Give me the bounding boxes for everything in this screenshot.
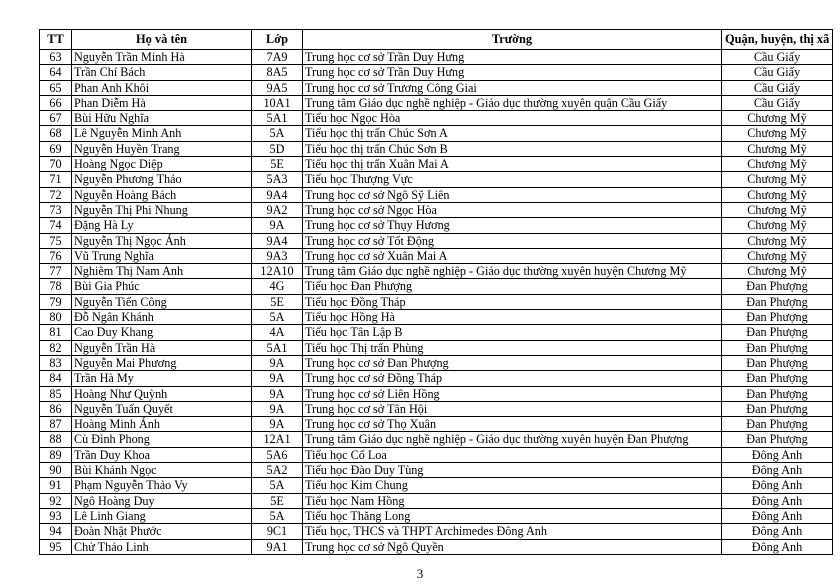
cell-district: Chương Mỹ [722, 172, 833, 187]
cell-class: 9A1 [252, 539, 303, 554]
cell-class: 9C1 [252, 524, 303, 539]
header-class: Lớp [252, 30, 303, 50]
cell-school: Tiểu học Cổ Loa [303, 447, 722, 462]
cell-class: 10A1 [252, 95, 303, 110]
cell-school: Trung tâm Giáo dục nghề nghiệp - Giáo dục thường xuyên huyện Đan Phượng [303, 432, 722, 447]
table-row [40, 539, 833, 554]
table-row [40, 172, 833, 187]
header-school: Trường [303, 30, 722, 50]
cell-tt: 85 [40, 386, 72, 401]
cell-school: Tiểu học Nam Hồng [303, 493, 722, 508]
cell-class: 9A [252, 417, 303, 432]
cell-name: Nguyễn Trần Minh Hà [72, 50, 252, 65]
cell-district: Đan Phượng [722, 371, 833, 386]
cell-name: Bùi Hữu Nghĩa [72, 111, 252, 126]
table-row [40, 447, 833, 462]
table-row [40, 187, 833, 202]
table-row [40, 386, 833, 401]
cell-tt: 83 [40, 355, 72, 370]
cell-school: Trung học cơ sở Liên Hồng [303, 386, 722, 401]
cell-school: Trung học cơ sở Trương Công Giai [303, 80, 722, 95]
cell-name: Chử Thảo Linh [72, 539, 252, 554]
cell-class: 12A10 [252, 264, 303, 279]
cell-tt: 90 [40, 463, 72, 478]
cell-tt: 89 [40, 447, 72, 462]
table-row [40, 65, 833, 80]
cell-district: Đông Anh [722, 478, 833, 493]
cell-name: Hoàng Như Quỳnh [72, 386, 252, 401]
cell-school: Trung học cơ sở Xuân Mai A [303, 248, 722, 263]
cell-name: Nguyễn Thị Ngọc Ánh [72, 233, 252, 248]
cell-district: Đông Anh [722, 508, 833, 523]
cell-tt: 73 [40, 202, 72, 217]
cell-tt: 68 [40, 126, 72, 141]
cell-district: Cầu Giấy [722, 65, 833, 80]
cell-district: Đông Anh [722, 524, 833, 539]
cell-school: Tiểu học Đồng Tháp [303, 294, 722, 309]
cell-name: Bùi Gia Phúc [72, 279, 252, 294]
table-row [40, 218, 833, 233]
cell-class: 9A4 [252, 233, 303, 248]
cell-district: Chương Mỹ [722, 202, 833, 217]
table-row [40, 202, 833, 217]
cell-tt: 64 [40, 65, 72, 80]
cell-name: Lê Linh Giang [72, 508, 252, 523]
table-row [40, 233, 833, 248]
cell-class: 5A2 [252, 463, 303, 478]
cell-class: 5E [252, 157, 303, 172]
cell-school: Tiểu học Tân Lập B [303, 325, 722, 340]
cell-tt: 63 [40, 50, 72, 65]
cell-school: Trung học cơ sở Tốt Động [303, 233, 722, 248]
cell-district: Đan Phượng [722, 294, 833, 309]
table-row [40, 126, 833, 141]
cell-district: Đông Anh [722, 447, 833, 462]
cell-school: Tiểu học Hồng Hà [303, 310, 722, 325]
cell-district: Đan Phượng [722, 432, 833, 447]
header-row [40, 30, 833, 50]
cell-district: Đan Phượng [722, 401, 833, 416]
cell-name: Nguyễn Tiến Công [72, 294, 252, 309]
cell-name: Hoàng Ngọc Diệp [72, 157, 252, 172]
cell-class: 7A9 [252, 50, 303, 65]
cell-class: 9A [252, 218, 303, 233]
cell-name: Ngô Hoàng Duy [72, 493, 252, 508]
cell-tt: 74 [40, 218, 72, 233]
cell-class: 5A1 [252, 111, 303, 126]
cell-school: Trung tâm Giáo dục nghề nghiệp - Giáo dục thường xuyên quận Cầu Giấy [303, 95, 722, 110]
cell-district: Đông Anh [722, 539, 833, 554]
page-number: 3 [416, 566, 424, 581]
table-row [40, 478, 833, 493]
cell-name: Nghiêm Thị Nam Anh [72, 264, 252, 279]
cell-class: 9A2 [252, 202, 303, 217]
table-row [40, 508, 833, 523]
cell-tt: 95 [40, 539, 72, 554]
cell-name: Đoàn Nhật Phước [72, 524, 252, 539]
cell-class: 4A [252, 325, 303, 340]
cell-district: Cầu Giấy [722, 80, 833, 95]
cell-class: 8A5 [252, 65, 303, 80]
cell-tt: 69 [40, 141, 72, 156]
cell-name: Đỗ Ngân Khánh [72, 310, 252, 325]
cell-name: Cao Duy Khang [72, 325, 252, 340]
header-tt: TT [40, 30, 72, 50]
cell-tt: 71 [40, 172, 72, 187]
cell-district: Chương Mỹ [722, 233, 833, 248]
cell-tt: 92 [40, 493, 72, 508]
cell-school: Trung học cơ sở Ngọc Hòa [303, 202, 722, 217]
table-row [40, 524, 833, 539]
cell-district: Chương Mỹ [722, 141, 833, 156]
cell-class: 9A [252, 401, 303, 416]
cell-school: Trung tâm Giáo dục nghề nghiệp - Giáo dục thường xuyên huyện Chương Mỹ [303, 264, 722, 279]
cell-tt: 81 [40, 325, 72, 340]
cell-district: Chương Mỹ [722, 264, 833, 279]
cell-district: Đan Phượng [722, 355, 833, 370]
cell-class: 9A5 [252, 80, 303, 95]
cell-district: Chương Mỹ [722, 248, 833, 263]
table-row [40, 371, 833, 386]
cell-tt: 87 [40, 417, 72, 432]
cell-school: Tiểu học Thượng Vực [303, 172, 722, 187]
cell-school: Trung học cơ sở Đan Phượng [303, 355, 722, 370]
cell-school: Tiểu học thị trấn Chúc Sơn A [303, 126, 722, 141]
cell-class: 5D [252, 141, 303, 156]
table-row [40, 355, 833, 370]
cell-tt: 84 [40, 371, 72, 386]
cell-class: 5E [252, 294, 303, 309]
cell-school: Tiểu học Đan Phượng [303, 279, 722, 294]
cell-name: Nguyễn Trần Hà [72, 340, 252, 355]
cell-class: 5A3 [252, 172, 303, 187]
cell-tt: 93 [40, 508, 72, 523]
table-row [40, 50, 833, 65]
cell-district: Chương Mỹ [722, 111, 833, 126]
cell-tt: 86 [40, 401, 72, 416]
cell-school: Trung học cơ sở Trần Duy Hưng [303, 50, 722, 65]
cell-class: 12A1 [252, 432, 303, 447]
cell-district: Đan Phượng [722, 417, 833, 432]
cell-class: 5E [252, 493, 303, 508]
cell-name: Trần Hà My [72, 371, 252, 386]
cell-school: Tiểu học Thị trấn Phùng [303, 340, 722, 355]
cell-school: Trung học cơ sở Đồng Tháp [303, 371, 722, 386]
table-body [40, 50, 833, 555]
table-row [40, 248, 833, 263]
cell-tt: 77 [40, 264, 72, 279]
cell-tt: 66 [40, 95, 72, 110]
cell-district: Đan Phượng [722, 325, 833, 340]
cell-school: Trung học cơ sở Ngô Quyền [303, 539, 722, 554]
cell-tt: 78 [40, 279, 72, 294]
cell-name: Hoàng Minh Ánh [72, 417, 252, 432]
table-row [40, 340, 833, 355]
cell-district: Đan Phượng [722, 386, 833, 401]
cell-class: 9A [252, 386, 303, 401]
cell-tt: 94 [40, 524, 72, 539]
cell-tt: 91 [40, 478, 72, 493]
cell-district: Cầu Giấy [722, 50, 833, 65]
table-row [40, 141, 833, 156]
table-row [40, 310, 833, 325]
table-row [40, 432, 833, 447]
cell-name: Nguyễn Huyền Trang [72, 141, 252, 156]
cell-tt: 88 [40, 432, 72, 447]
cell-school: Tiểu học Thăng Long [303, 508, 722, 523]
cell-district: Cầu Giấy [722, 95, 833, 110]
cell-class: 5A6 [252, 447, 303, 462]
cell-name: Đặng Hà Ly [72, 218, 252, 233]
cell-district: Đan Phượng [722, 310, 833, 325]
cell-school: Tiểu học thị trấn Xuân Mai A [303, 157, 722, 172]
cell-school: Trung học cơ sở Thụy Hương [303, 218, 722, 233]
header-name: Họ và tên [72, 30, 252, 50]
cell-school: Trung học cơ sở Thọ Xuân [303, 417, 722, 432]
cell-name: Trần Chí Bách [72, 65, 252, 80]
table-header [40, 30, 833, 50]
cell-district: Chương Mỹ [722, 187, 833, 202]
cell-name: Nguyễn Phương Thảo [72, 172, 252, 187]
cell-name: Nguyễn Mai Phương [72, 355, 252, 370]
cell-name: Cù Đình Phong [72, 432, 252, 447]
cell-district: Đan Phượng [722, 279, 833, 294]
table-row [40, 157, 833, 172]
cell-school: Trung học cơ sở Trần Duy Hưng [303, 65, 722, 80]
table-row [40, 493, 833, 508]
table-row [40, 325, 833, 340]
cell-district: Đan Phượng [722, 340, 833, 355]
cell-tt: 75 [40, 233, 72, 248]
cell-tt: 76 [40, 248, 72, 263]
cell-name: Phan Diễm Hà [72, 95, 252, 110]
cell-name: Vũ Trung Nghĩa [72, 248, 252, 263]
cell-school: Tiểu học Đào Duy Tùng [303, 463, 722, 478]
cell-tt: 80 [40, 310, 72, 325]
cell-district: Chương Mỹ [722, 126, 833, 141]
cell-name: Trần Duy Khoa [72, 447, 252, 462]
table-row [40, 80, 833, 95]
cell-name: Nguyễn Tuấn Quyết [72, 401, 252, 416]
cell-school: Tiểu học, THCS và THPT Archimedes Đông Anh [303, 524, 722, 539]
cell-school: Trung học cơ sở Ngô Sỹ Liên [303, 187, 722, 202]
cell-class: 9A4 [252, 187, 303, 202]
cell-tt: 72 [40, 187, 72, 202]
cell-tt: 70 [40, 157, 72, 172]
cell-name: Nguyễn Thị Phi Nhung [72, 202, 252, 217]
cell-name: Lê Nguyễn Minh Anh [72, 126, 252, 141]
cell-name: Phan Anh Khôi [72, 80, 252, 95]
cell-class: 5A [252, 310, 303, 325]
cell-name: Nguyễn Hoàng Bách [72, 187, 252, 202]
table-row [40, 401, 833, 416]
cell-class: 4G [252, 279, 303, 294]
cell-class: 9A [252, 355, 303, 370]
cell-district: Đông Anh [722, 493, 833, 508]
cell-school: Tiểu học thị trấn Chúc Sơn B [303, 141, 722, 156]
cell-school: Trung học cơ sở Tân Hội [303, 401, 722, 416]
table-row [40, 463, 833, 478]
cell-class: 5A1 [252, 340, 303, 355]
table-row [40, 279, 833, 294]
cell-class: 9A [252, 371, 303, 386]
cell-class: 5A [252, 478, 303, 493]
cell-class: 9A3 [252, 248, 303, 263]
cell-district: Đông Anh [722, 463, 833, 478]
cell-name: Bùi Khánh Ngọc [72, 463, 252, 478]
cell-tt: 65 [40, 80, 72, 95]
table-row [40, 294, 833, 309]
cell-tt: 67 [40, 111, 72, 126]
cell-class: 5A [252, 126, 303, 141]
cell-tt: 79 [40, 294, 72, 309]
cell-school: Tiểu học Ngọc Hòa [303, 111, 722, 126]
cell-district: Chương Mỹ [722, 218, 833, 233]
table-row [40, 95, 833, 110]
table-row [40, 417, 833, 432]
cell-class: 5A [252, 508, 303, 523]
table-row [40, 264, 833, 279]
cell-district: Chương Mỹ [722, 157, 833, 172]
table-row [40, 111, 833, 126]
cell-school: Tiểu học Kim Chung [303, 478, 722, 493]
student-roster-table [39, 29, 833, 555]
cell-name: Phạm Nguyễn Thảo Vy [72, 478, 252, 493]
cell-tt: 82 [40, 340, 72, 355]
header-district: Quận, huyện, thị xã [722, 30, 833, 50]
